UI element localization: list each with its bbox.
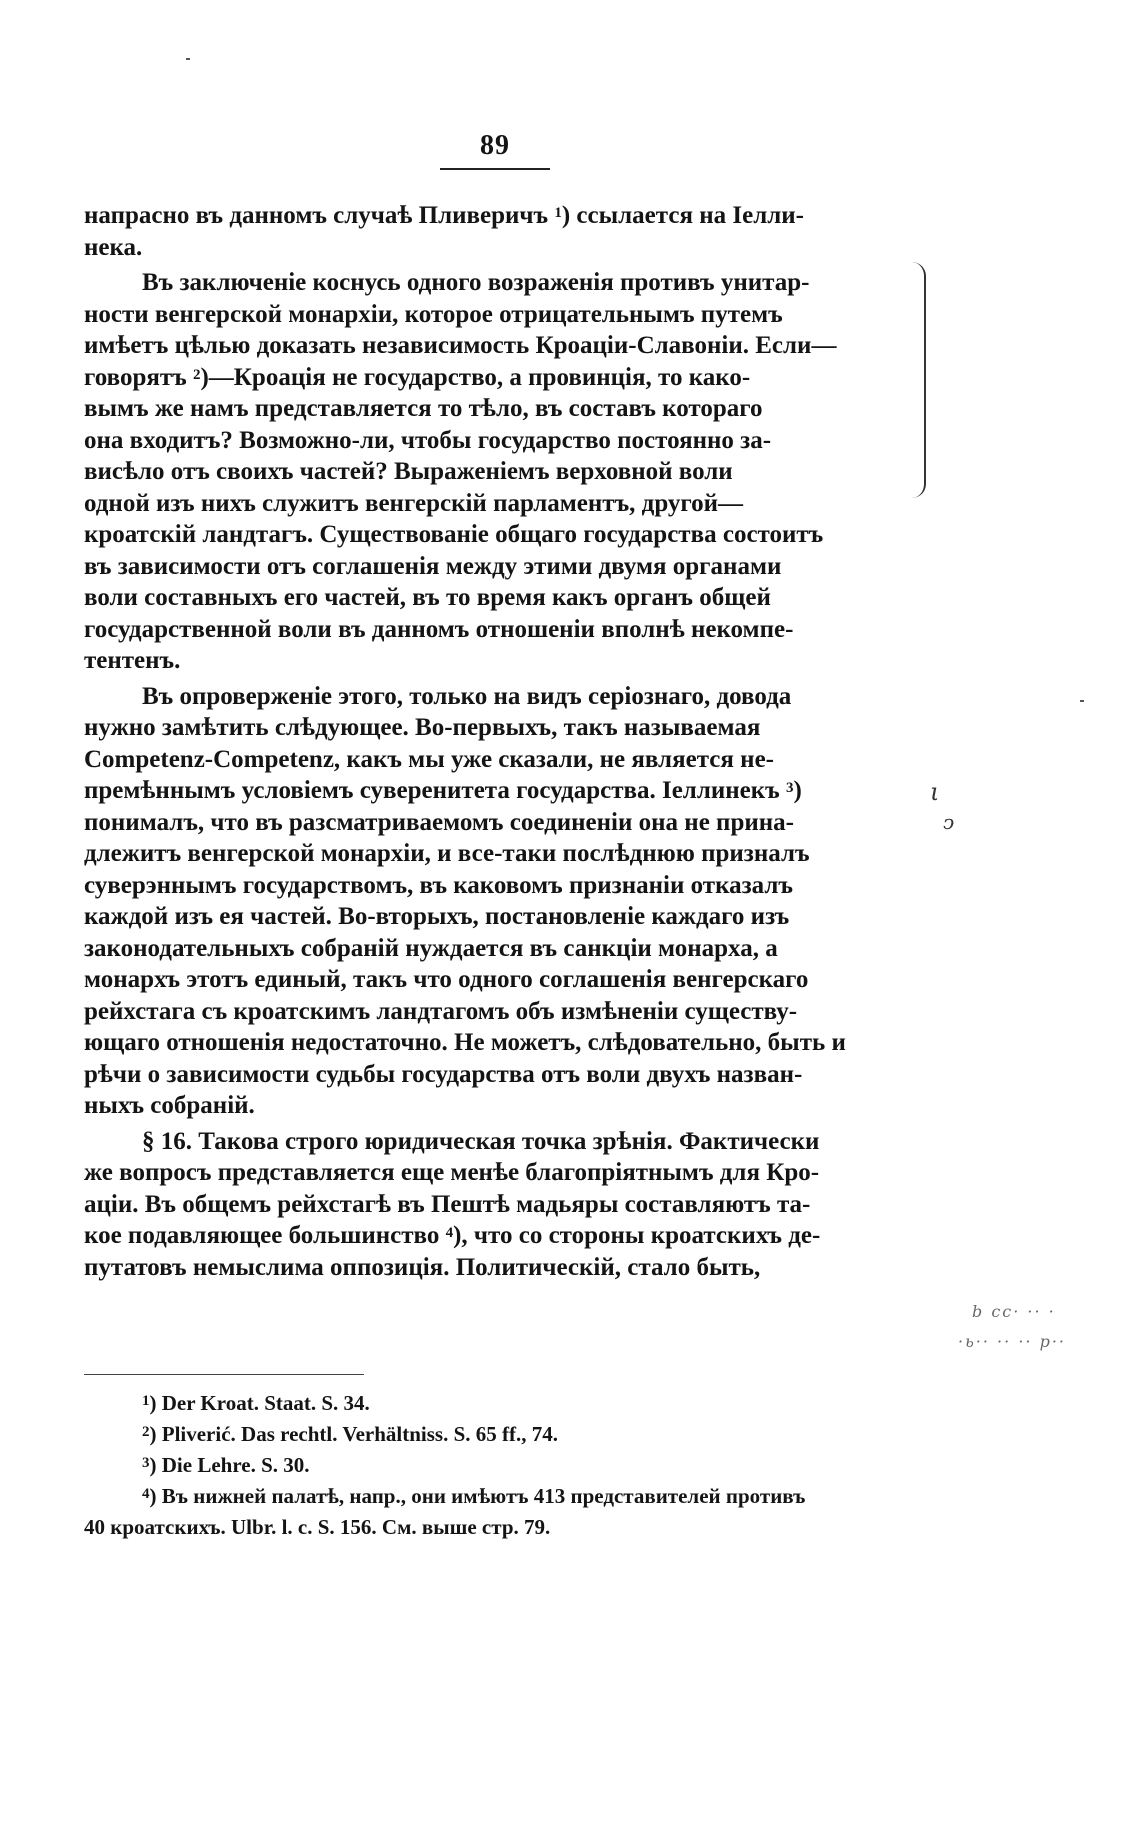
footnote-text: ) Der Kroat. Staat. S. 34. bbox=[149, 1391, 370, 1415]
text-line-continuation: ), что со стороны кроатскихъ де- bbox=[453, 1222, 821, 1249]
text-line: нека. bbox=[84, 233, 143, 261]
margin-bracket-mark bbox=[910, 262, 926, 498]
text-line: монархъ этотъ единый, такъ что одного соглашенія венгерскаго bbox=[84, 966, 809, 993]
text-line: она входитъ? Возможно-ли, чтобы государство постоянно за- bbox=[84, 426, 772, 454]
footnote-text: ) Въ нижней палатѣ, напр., они имѣютъ 413 представителей противъ bbox=[149, 1484, 806, 1508]
text-line: § 16. Такова строго юридическая точка зрѣнія. Фактически bbox=[142, 1127, 820, 1155]
paragraph bbox=[84, 681, 902, 1122]
text-line: вымъ же намъ представляется то тѣло, въ составъ котораго bbox=[84, 395, 763, 422]
footnote-number: 2 bbox=[142, 1424, 150, 1440]
footnote-reference: 2 bbox=[192, 366, 201, 383]
footnote bbox=[84, 1450, 902, 1481]
text-line: премѣннымъ условіемъ суверенитета государства. Іеллинекъ bbox=[84, 777, 786, 804]
text-line: въ зависимости отъ соглашенія между этими двумя органами bbox=[84, 552, 782, 580]
text-line: Въ заключеніе коснусь одного возраженія противъ унитар- bbox=[142, 269, 810, 296]
text-line-continuation: ) ссылается на Іелли- bbox=[561, 202, 804, 229]
scan-speck bbox=[186, 58, 190, 60]
footnote-number: 4 bbox=[142, 1486, 150, 1502]
main-text bbox=[84, 200, 902, 1283]
text-line: рѣчи о зависимости судьбы государства отъ воли двухъ назван- bbox=[84, 1060, 803, 1088]
text-line: говорятъ bbox=[84, 363, 193, 391]
text-line: рейхстага съ кроатскимъ ландтагомъ объ измѣненіи существу- bbox=[84, 997, 798, 1025]
footnote bbox=[84, 1512, 902, 1543]
text-line: государственной воли въ данномъ отношеніи вполнѣ некомпе- bbox=[84, 615, 794, 643]
margin-handwriting: b cc· ·· · bbox=[972, 1302, 1056, 1321]
margin-handwriting: ↄ bbox=[943, 810, 955, 834]
footnote-reference: 4 bbox=[445, 1225, 454, 1241]
text-line: законодательныхъ собраній нуждается въ санкціи монарха, а bbox=[84, 934, 778, 962]
text-line: ности венгерской монархіи, которое отрицательнымъ путемъ bbox=[84, 300, 783, 328]
text-line-continuation: ) bbox=[793, 777, 802, 804]
text-line: Competenz-Competenz, какъ мы уже сказали, не является не- bbox=[84, 745, 774, 773]
text-line: длежитъ венгерской монархіи, и все-таки послѣднюю призналъ bbox=[84, 840, 810, 867]
footnote-text: 40 кроатскихъ. Ulbr. l. c. S. 156. См. выше стр. 79. bbox=[84, 1515, 551, 1539]
text-line: каждой изъ ея частей. Во-вторыхъ, постановленіе каждаго изъ bbox=[84, 903, 790, 930]
text-line: имѣетъ цѣлью доказать независимость Кроаціи-Славоніи. Если— bbox=[84, 332, 837, 359]
paragraph bbox=[84, 1126, 902, 1284]
text-line: тентенъ. bbox=[84, 647, 181, 674]
margin-handwriting: ·ь·· ·· ·· р·· bbox=[958, 1332, 1066, 1351]
text-line: ющаго отношенія недостаточно. Не можетъ, слѣдовательно, быть и bbox=[84, 1029, 846, 1056]
text-line: аціи. Въ общемъ рейхстагѣ въ Пештѣ мадьяры составляютъ та- bbox=[84, 1190, 811, 1218]
text-line: понималъ, что въ разсматриваемомъ соединеніи она не прина- bbox=[84, 808, 794, 836]
text-line: кое подавляющее большинство bbox=[84, 1222, 446, 1249]
footnotes bbox=[84, 1388, 902, 1543]
text-line: одной изъ нихъ служитъ венгерскій парламентъ, другой— bbox=[84, 489, 744, 517]
text-line: ныхъ собраній. bbox=[84, 1092, 255, 1119]
text-line: суверэннымъ государствомъ, въ каковомъ признаніи отказалъ bbox=[84, 871, 793, 899]
paragraph bbox=[84, 267, 902, 677]
page-number: 89 bbox=[480, 130, 510, 161]
footnote-number: 3 bbox=[142, 1455, 150, 1471]
text-line: воли составныхъ его частей, въ то время какъ органъ общей bbox=[84, 584, 771, 611]
text-line-continuation: )—Кроація не государство, а провинція, то како- bbox=[200, 363, 751, 391]
text-line: нужно замѣтить слѣдующее. Во-первыхъ, такъ называемая bbox=[84, 714, 761, 741]
paragraph bbox=[84, 200, 902, 263]
footnote-text: ) Die Lehre. S. 30. bbox=[149, 1453, 310, 1477]
footnote bbox=[84, 1388, 902, 1419]
margin-handwriting: ι bbox=[930, 778, 940, 806]
footnote-number: 1 bbox=[142, 1393, 150, 1409]
footnote-reference: 3 bbox=[786, 780, 794, 796]
text-line: путатовъ немыслима оппозиція. Политическій, стало быть, bbox=[84, 1253, 761, 1281]
text-line: Въ опроверженіе этого, только на видъ серіознаго, довода bbox=[142, 682, 792, 710]
text-line: висѣло отъ своихъ частей? Выраженіемъ верховной воли bbox=[84, 458, 733, 485]
footnote bbox=[84, 1419, 902, 1450]
scan-speck bbox=[1080, 700, 1084, 702]
footnote-reference: 1 bbox=[554, 205, 562, 221]
text-line: же вопросъ представляется еще менѣе благопріятнымъ для Кро- bbox=[84, 1159, 820, 1186]
page-number-rule bbox=[440, 168, 550, 170]
footnote bbox=[84, 1481, 902, 1512]
footnote-separator bbox=[84, 1374, 364, 1375]
footnote-text: ) Pliverić. Das rechtl. Verhältniss. S. 65 ff., 74. bbox=[149, 1422, 558, 1446]
text-line: напрасно въ данномъ случаѣ Пливеричъ bbox=[84, 202, 555, 229]
text-line: кроатскій ландтагъ. Существованіе общаго государства состоитъ bbox=[84, 521, 824, 548]
